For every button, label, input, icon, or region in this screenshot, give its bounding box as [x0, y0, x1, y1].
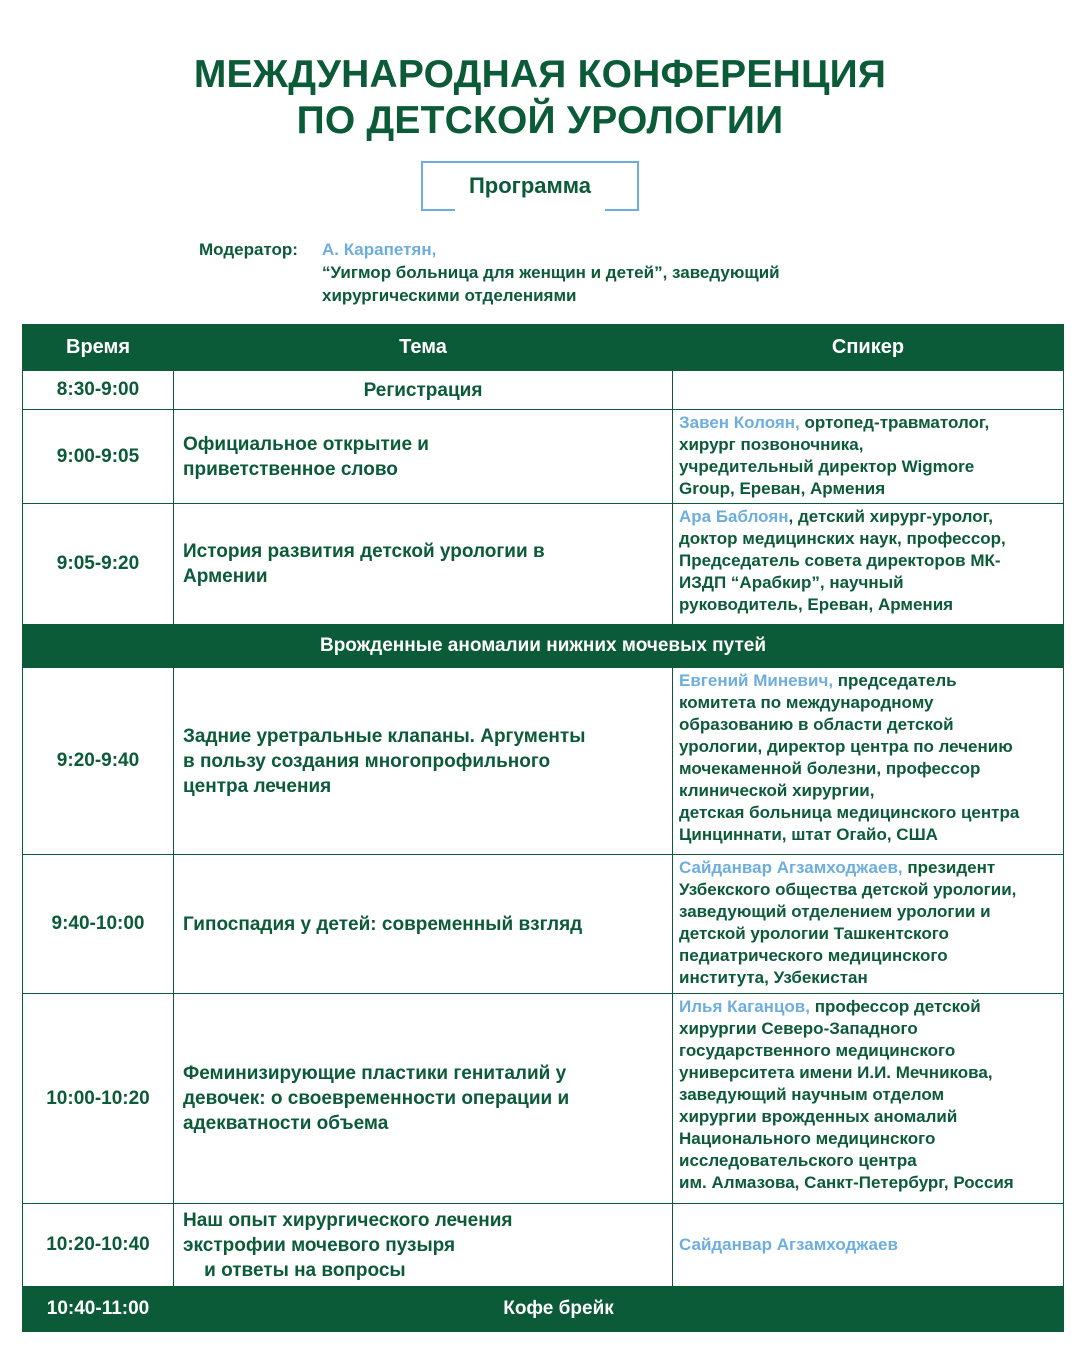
speaker-detail: хирургии врожденных аномалий: [679, 1107, 958, 1126]
break-row: [23, 1287, 1064, 1332]
table-row: [23, 994, 1064, 1204]
column-header-topic: Тема: [174, 325, 673, 371]
table-row: [23, 668, 1064, 855]
table-header-row: [23, 325, 1064, 371]
speaker-detail: заведующий отделением урологии и: [679, 902, 991, 921]
speaker-detail: исследовательского центра: [679, 1151, 917, 1170]
speaker-detail: мочекаменной болезни, профессор: [679, 759, 981, 778]
speaker-name: Завен Колоян,: [679, 413, 800, 432]
speaker-detail: профессор детской: [809, 997, 981, 1016]
topic-line: История развития детской урологии в: [183, 541, 545, 562]
table-row: [23, 504, 1064, 625]
break-label: Кофе брейк: [174, 1287, 1064, 1332]
moderator-info: [322, 238, 942, 307]
table-row: [23, 855, 1064, 994]
table-row: [23, 410, 1064, 504]
speaker-detail: образованию в области детской: [679, 715, 954, 734]
speaker-detail: заведующий научным отделом: [679, 1085, 945, 1104]
speaker-cell: [673, 410, 1064, 504]
program-heading: Программа: [468, 173, 592, 198]
topic-line: Армении: [183, 566, 268, 587]
time-cell: 8:30-9:00: [23, 371, 174, 410]
time-cell: 9:20-9:40: [23, 668, 174, 855]
speaker-detail: комитета по международному: [679, 693, 934, 712]
speaker-cell: [673, 1204, 1064, 1287]
time-cell: 9:40-10:00: [23, 855, 174, 994]
topic-line: приветственное слово: [183, 458, 398, 480]
topic-cell: [174, 855, 673, 994]
speaker-detail: учредительный директор Wigmore: [679, 457, 975, 476]
speaker-cell: [673, 994, 1064, 1204]
topic-line: экстрофии мочевого пузыря: [183, 1234, 456, 1256]
speaker-detail: Узбекского общества детской урологии,: [679, 880, 1017, 899]
speaker-name: Ара Баблоян: [679, 507, 789, 526]
speaker-detail: , детский хирург-уролог,: [788, 507, 993, 526]
topic-line: Задние уретральные клапаны. Аргументы: [183, 725, 586, 747]
topic-cell: [174, 668, 673, 855]
speaker-detail: университета имени И.И. Мечникова,: [679, 1063, 993, 1082]
speaker-detail: урологии, директор центра по лечению: [679, 737, 1013, 756]
speaker-detail: хирургии Северо-Западного: [679, 1019, 918, 1038]
column-header-time: Время: [23, 325, 174, 371]
speaker-detail: доктор медицинских наук, профессор,: [679, 529, 1006, 548]
topic-line: Гипоспадия у детей: современный взгляд: [183, 913, 583, 935]
time-cell: 9:05-9:20: [23, 504, 174, 625]
speaker-detail: детская больница медицинского центра: [679, 803, 1020, 822]
moderator-name: А. Карапетян,: [322, 240, 437, 259]
box-corner-left: [421, 209, 455, 211]
topic-cell: [174, 504, 673, 625]
speaker-detail: президент: [902, 858, 996, 877]
speaker-detail: института, Узбекистан: [679, 968, 868, 987]
break-time: 10:40-11:00: [23, 1287, 174, 1332]
speaker-detail: им. Алмазова, Санкт-Петербург, Россия: [679, 1173, 1014, 1192]
topic-cell: [174, 371, 673, 410]
topic-cell: [174, 410, 673, 504]
column-header-speaker: Спикер: [673, 325, 1064, 371]
program-heading-box: [421, 161, 639, 209]
title-line-2: ПО ДЕТСКОЙ УРОЛОГИИ: [296, 99, 784, 142]
topic-line: Регистрация: [363, 379, 483, 401]
speaker-cell: [673, 371, 1064, 410]
topic-line: Официальное открытие и: [183, 433, 429, 455]
time-cell: 9:00-9:05: [23, 410, 174, 504]
table-row: [23, 371, 1064, 410]
topic-line: и ответы на вопросы: [183, 1259, 406, 1281]
speaker-name: Илья Каганцов,: [679, 997, 810, 1016]
topic-line: в пользу создания многопрофильного: [183, 750, 551, 772]
topic-cell: [174, 994, 673, 1204]
program-table: [22, 324, 1064, 1332]
speaker-name: Сайданвар Агзамходжаев: [679, 1235, 898, 1254]
speaker-detail: Group, Ереван, Армения: [679, 479, 886, 498]
time-cell: 10:00-10:20: [23, 994, 174, 1204]
topic-line: девочек: о своевременности операции и: [183, 1088, 570, 1109]
speaker-detail: Цинциннати, штат Огайо, США: [679, 825, 938, 844]
speaker-detail: хирург позвоночника,: [679, 435, 864, 454]
title-line-1: МЕЖДУНАРОДНАЯ КОНФЕРЕНЦИЯ: [193, 53, 887, 96]
speaker-detail: руководитель, Ереван, Армения: [679, 595, 954, 614]
topic-line: центра лечения: [183, 775, 332, 797]
speaker-detail: детской урологии Ташкентского: [679, 924, 949, 943]
speaker-detail: государственного медицинского: [679, 1041, 956, 1060]
speaker-detail: ортопед-травматолог,: [799, 413, 990, 432]
time-cell: 10:20-10:40: [23, 1204, 174, 1287]
moderator-details-line: “Уигмор больница для женщин и детей”, заведующий: [322, 263, 780, 282]
speaker-detail: Председатель совета директоров МК-: [679, 551, 1001, 570]
speaker-cell: [673, 504, 1064, 625]
topic-line: Наш опыт хирургического лечения: [183, 1209, 513, 1231]
moderator-label: Модератор:: [199, 240, 298, 259]
section-header-row: [23, 625, 1064, 668]
section-title: Врожденные аномалии нижних мочевых путей: [23, 625, 1064, 668]
topic-cell: [174, 1204, 673, 1287]
topic-line: Феминизирующие пластики гениталий у: [183, 1063, 567, 1084]
speaker-detail: председатель: [833, 671, 957, 690]
speaker-detail: Национального медицинского: [679, 1129, 936, 1148]
table-row: [23, 1204, 1064, 1287]
speaker-name: Евгений Миневич,: [679, 671, 834, 690]
speaker-detail: ИЗДП “Арабкир”, научный: [679, 573, 904, 592]
moderator-details-line: хирургическими отделениями: [322, 286, 577, 305]
page-title: [0, 52, 1080, 144]
topic-line: адекватности объема: [183, 1113, 389, 1134]
speaker-cell: [673, 668, 1064, 855]
box-corner-right: [605, 209, 639, 211]
speaker-cell: [673, 855, 1064, 994]
speaker-detail: педиатрического медицинского: [679, 946, 948, 965]
speaker-detail: клинической хирургии,: [679, 781, 875, 800]
speaker-name: Сайданвар Агзамходжаев,: [679, 858, 903, 877]
